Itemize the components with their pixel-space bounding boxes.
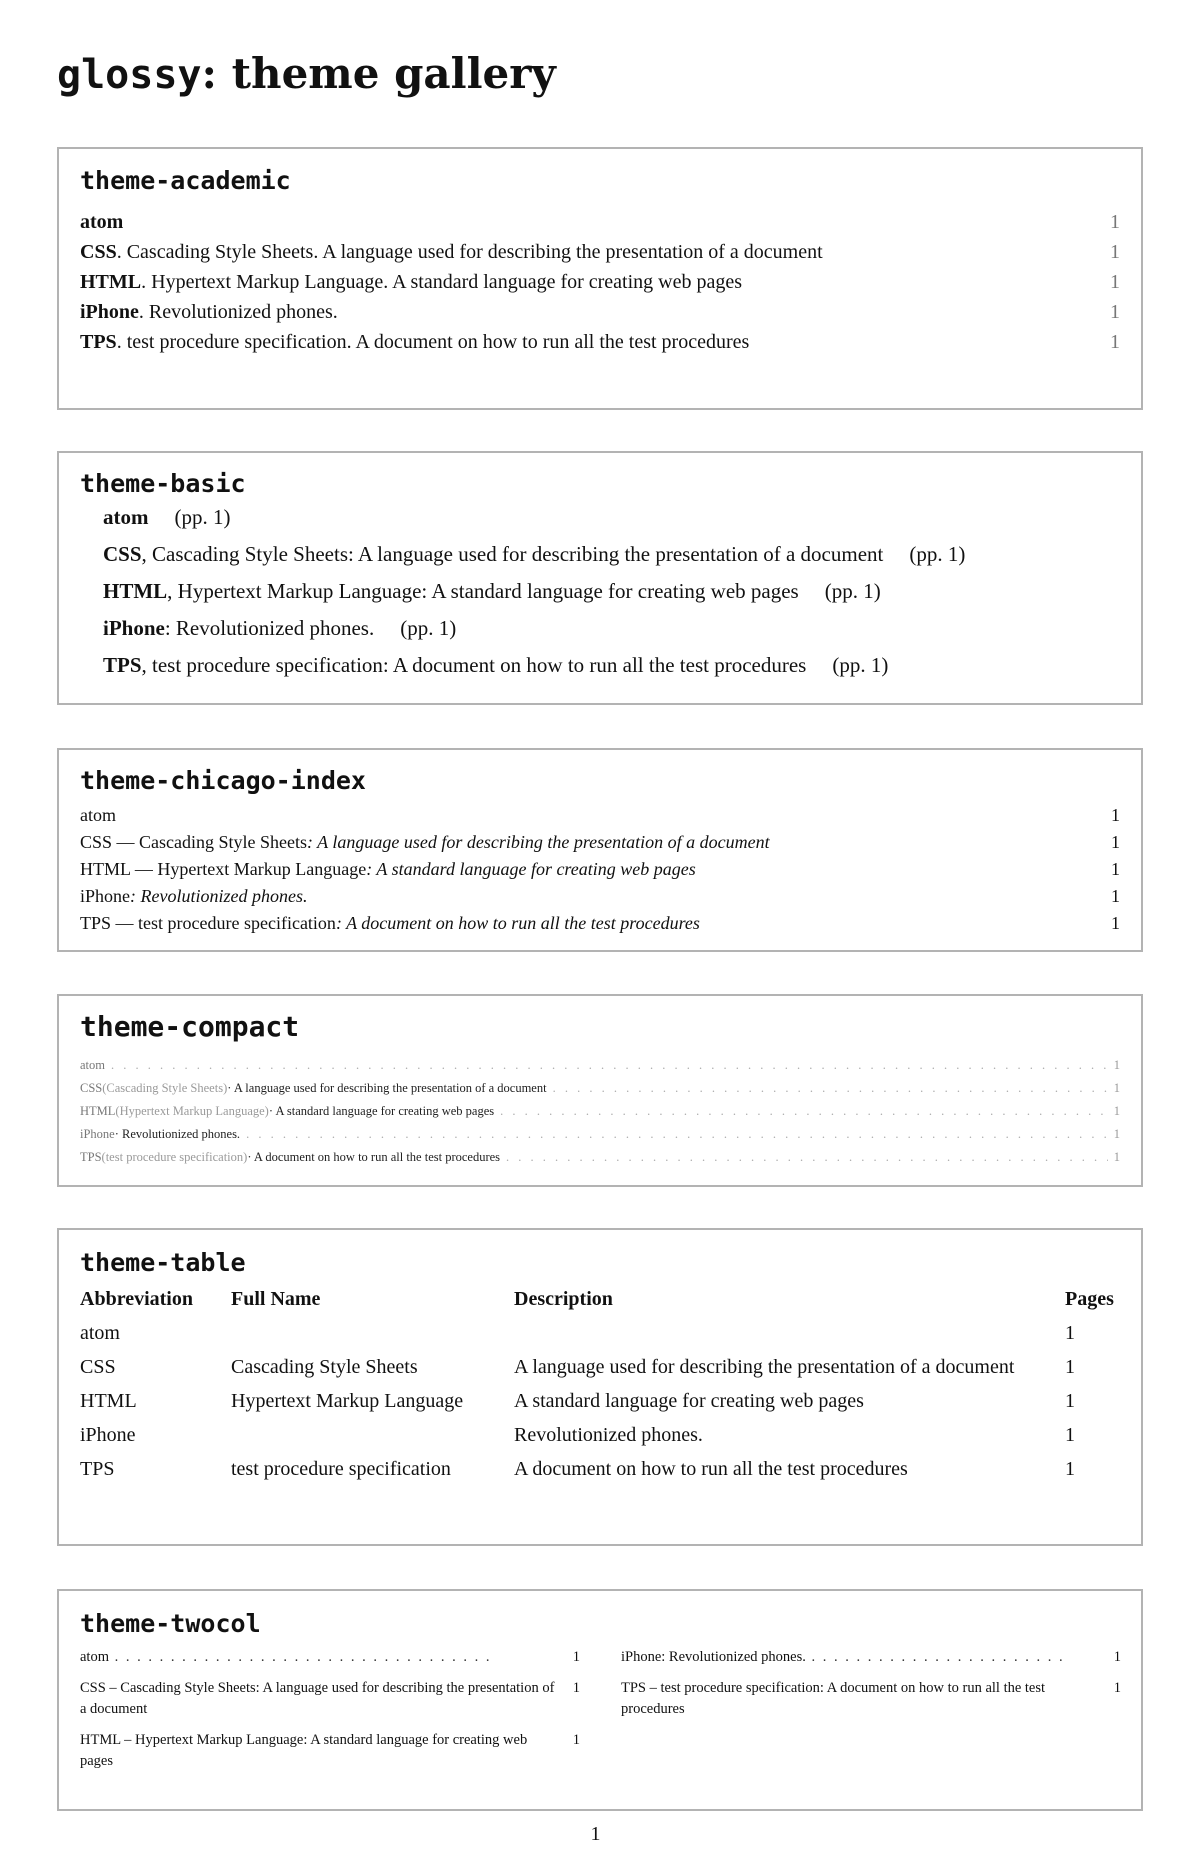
entry-text: , test procedure specification: A document on how to run all the test procedures	[141, 653, 807, 677]
dot-leader	[553, 1078, 1108, 1098]
dot-leader	[500, 1101, 1108, 1121]
entry-description: : Revolutionized phones.	[130, 886, 308, 906]
page-title	[57, 44, 556, 105]
entry-term: atom	[103, 505, 149, 529]
glossary-entry	[80, 1124, 1120, 1144]
column-header-abbreviation: Abbreviation	[80, 1288, 193, 1310]
entry-page[interactable]: 1	[1113, 1081, 1120, 1095]
table-cell: Revolutionized phones.	[514, 1424, 703, 1446]
entry-term: TPS — test procedure specification	[80, 913, 336, 933]
entry-page[interactable]: 1	[1110, 331, 1120, 353]
entry-page[interactable]: 1	[572, 1649, 580, 1665]
table-cell-page[interactable]: 1	[1065, 1322, 1075, 1344]
table-cell: HTML	[80, 1390, 137, 1412]
table-row	[80, 1455, 1122, 1489]
theme-basic-panel	[57, 451, 1143, 705]
entry-term: CSS	[80, 1081, 103, 1095]
glossary-entry	[80, 1647, 580, 1668]
table-cell	[231, 1421, 514, 1455]
glossary-entry	[80, 911, 1120, 935]
table-cell: Hypertext Markup Language	[231, 1390, 464, 1412]
entry-description: · A document on how to run all the test procedures	[247, 1150, 501, 1164]
entry-page[interactable]: 1	[1110, 211, 1120, 233]
panel-title: theme-twocol	[80, 1609, 261, 1638]
entry-pages[interactable]: (pp. 1)	[824, 579, 881, 603]
entry-pages[interactable]: (pp. 1)	[832, 653, 889, 677]
dot-leader	[111, 1055, 1108, 1075]
entry-term: HTML — Hypertext Markup Language	[80, 859, 367, 879]
panel-title: theme-table	[80, 1248, 246, 1277]
table-cell: A standard language for creating web pages	[514, 1390, 864, 1412]
glossary-entry	[80, 329, 1120, 355]
entry-text: . Hypertext Markup Language. A standard language for creating web pages	[141, 271, 743, 293]
entry-page[interactable]: 1	[572, 1732, 580, 1748]
entry-page[interactable]: 1	[1113, 1150, 1120, 1164]
entry-full-name: (test procedure specification)	[101, 1150, 248, 1164]
entry-text: : Revolutionized phones.	[164, 616, 375, 640]
glossary-entry	[80, 239, 1120, 265]
panel-title: theme-basic	[80, 469, 246, 498]
table-row	[80, 1353, 1122, 1387]
column-header-description: Description	[514, 1288, 613, 1310]
theme-compact-panel	[57, 994, 1143, 1187]
entry-description: · Revolutionized phones.	[114, 1127, 241, 1141]
page-title-code: glossy	[57, 52, 202, 98]
page-title-rest: : theme gallery	[201, 49, 556, 98]
entry-page[interactable]: 1	[1113, 1127, 1120, 1141]
entry-pages[interactable]: (pp. 1)	[400, 616, 457, 640]
glossary-entry	[80, 1730, 580, 1772]
theme-table-panel	[57, 1228, 1143, 1546]
table-cell-page[interactable]: 1	[1065, 1458, 1075, 1480]
entry-term: HTML	[103, 579, 168, 603]
entry-text: HTML – Hypertext Markup Language: A standard language for creating web pages	[80, 1732, 528, 1769]
entry-full-name: (Hypertext Markup Language)	[115, 1104, 269, 1118]
glossary-entry	[80, 857, 1120, 881]
entry-term: iPhone	[80, 301, 139, 323]
glossary-entry	[103, 503, 1120, 531]
entry-page[interactable]: 1	[1110, 301, 1120, 323]
glossary-entry	[80, 1147, 1120, 1167]
entry-term: iPhone	[103, 616, 165, 640]
table-row	[80, 1387, 1122, 1421]
entry-text: . test procedure specification. A document on how to run all the test procedures	[116, 331, 750, 353]
table-row	[80, 1421, 1122, 1455]
entry-pages[interactable]: (pp. 1)	[909, 542, 966, 566]
theme-academic-panel	[57, 147, 1143, 410]
glossary-table	[80, 1285, 1122, 1489]
entry-page[interactable]: 1	[572, 1680, 580, 1696]
dot-leader: . . . . . . . . . . . . . . . . . . . . . . . . . . . . . . . . . .	[109, 1649, 492, 1665]
glossary-entry	[103, 614, 1120, 642]
glossary-entry	[80, 299, 1120, 325]
table-header-row	[80, 1285, 1122, 1319]
table-cell: iPhone	[80, 1424, 136, 1446]
entry-description: : A standard language for creating web pages	[366, 859, 696, 879]
table-cell-page[interactable]: 1	[1065, 1390, 1075, 1412]
entry-term: CSS — Cascading Style Sheets	[80, 832, 308, 852]
entry-term: HTML	[80, 1104, 116, 1118]
glossary-entry	[80, 269, 1120, 295]
panel-title: theme-academic	[80, 166, 291, 195]
entry-term: iPhone	[80, 886, 131, 906]
glossary-entry	[80, 209, 1120, 235]
theme-twocol-panel	[57, 1589, 1143, 1811]
glossary-entry	[621, 1678, 1121, 1720]
glossary-entry	[80, 1101, 1120, 1121]
entry-text: atom	[80, 1649, 109, 1665]
dot-leader: . . . . . . . . . . . . . . . . . . . . . . .	[805, 1649, 1065, 1665]
table-cell: A language used for describing the presentation of a document	[514, 1356, 1015, 1378]
table-cell	[231, 1319, 514, 1353]
table-cell: TPS	[80, 1458, 115, 1480]
entry-text: , Hypertext Markup Language: A standard language for creating web pages	[167, 579, 799, 603]
entry-term: TPS	[80, 1150, 102, 1164]
entry-term: atom	[80, 211, 124, 233]
glossary-entry	[80, 884, 1120, 908]
table-cell-page[interactable]: 1	[1065, 1424, 1075, 1446]
page-number: 1	[590, 1823, 601, 1845]
entry-page[interactable]: 1	[1111, 859, 1120, 879]
left-column	[80, 1647, 580, 1782]
table-cell-page[interactable]: 1	[1065, 1356, 1075, 1378]
table-cell: test procedure specification	[231, 1458, 451, 1480]
entry-page[interactable]: 1	[1113, 1058, 1120, 1072]
entry-description: : A document on how to run all the test procedures	[335, 913, 700, 933]
entry-text: iPhone: Revolutionized phones.	[621, 1649, 806, 1665]
panel-title: theme-chicago-index	[80, 766, 366, 795]
entry-full-name: (Cascading Style Sheets)	[102, 1081, 228, 1095]
entry-description: · A standard language for creating web pages	[268, 1104, 495, 1118]
entry-page[interactable]: 1	[1111, 886, 1120, 906]
table-cell: A document on how to run all the test procedures	[514, 1458, 908, 1480]
entry-text: CSS – Cascading Style Sheets: A language used for describing the presentation of a document	[80, 1680, 555, 1717]
glossary-entry	[621, 1647, 1121, 1668]
entry-term: TPS	[103, 653, 142, 677]
table-cell: Cascading Style Sheets	[231, 1356, 418, 1378]
entry-pages[interactable]: (pp. 1)	[174, 505, 231, 529]
column-header-full-name: Full Name	[231, 1288, 321, 1310]
glossary-entry	[103, 577, 1120, 605]
glossary-entry	[80, 1678, 580, 1720]
panel-title: theme-compact	[80, 1010, 300, 1043]
glossary-entry	[80, 1078, 1120, 1098]
entry-page[interactable]: 1	[1113, 1649, 1121, 1665]
dot-leader	[246, 1124, 1108, 1144]
entry-text: . Cascading Style Sheets. A language used for describing the presentation of a document	[116, 241, 823, 263]
entry-page[interactable]: 1	[1111, 913, 1120, 933]
glossary-entry	[80, 830, 1120, 854]
entry-page[interactable]: 1	[1113, 1104, 1120, 1118]
dot-leader	[506, 1147, 1108, 1167]
entry-text: . Revolutionized phones.	[138, 301, 338, 323]
entry-term: CSS	[80, 241, 117, 263]
table-cell: atom	[80, 1322, 120, 1344]
entry-term: atom	[80, 805, 116, 825]
entry-description: : A language used for describing the presentation of a document	[307, 832, 770, 852]
theme-chicago-index-panel	[57, 748, 1143, 952]
glossary-entry	[103, 540, 1120, 568]
glossary-entry	[80, 1055, 1120, 1075]
entry-term: TPS	[80, 331, 117, 353]
entry-term: HTML	[80, 271, 142, 293]
glossary-entry	[103, 651, 1120, 679]
table-cell: CSS	[80, 1356, 116, 1378]
table-cell	[514, 1319, 1065, 1353]
entry-page[interactable]: 1	[1110, 271, 1120, 293]
entry-page[interactable]: 1	[1110, 241, 1120, 263]
entry-term: atom	[80, 1058, 105, 1072]
entry-description: · A language used for describing the presentation of a document	[227, 1081, 547, 1095]
glossary-entry	[80, 803, 1120, 827]
entry-page[interactable]: 1	[1113, 1680, 1121, 1696]
table-row	[80, 1319, 1122, 1353]
entry-term: iPhone	[80, 1127, 115, 1141]
entry-term: CSS	[103, 542, 142, 566]
column-header-pages: Pages	[1065, 1288, 1114, 1310]
entry-page[interactable]: 1	[1111, 832, 1120, 852]
entry-text: , Cascading Style Sheets: A language used for describing the presentation of a document	[141, 542, 884, 566]
entry-page[interactable]: 1	[1111, 805, 1120, 825]
right-column	[621, 1647, 1121, 1730]
entry-text: TPS – test procedure specification: A document on how to run all the test procedures	[621, 1680, 1046, 1717]
